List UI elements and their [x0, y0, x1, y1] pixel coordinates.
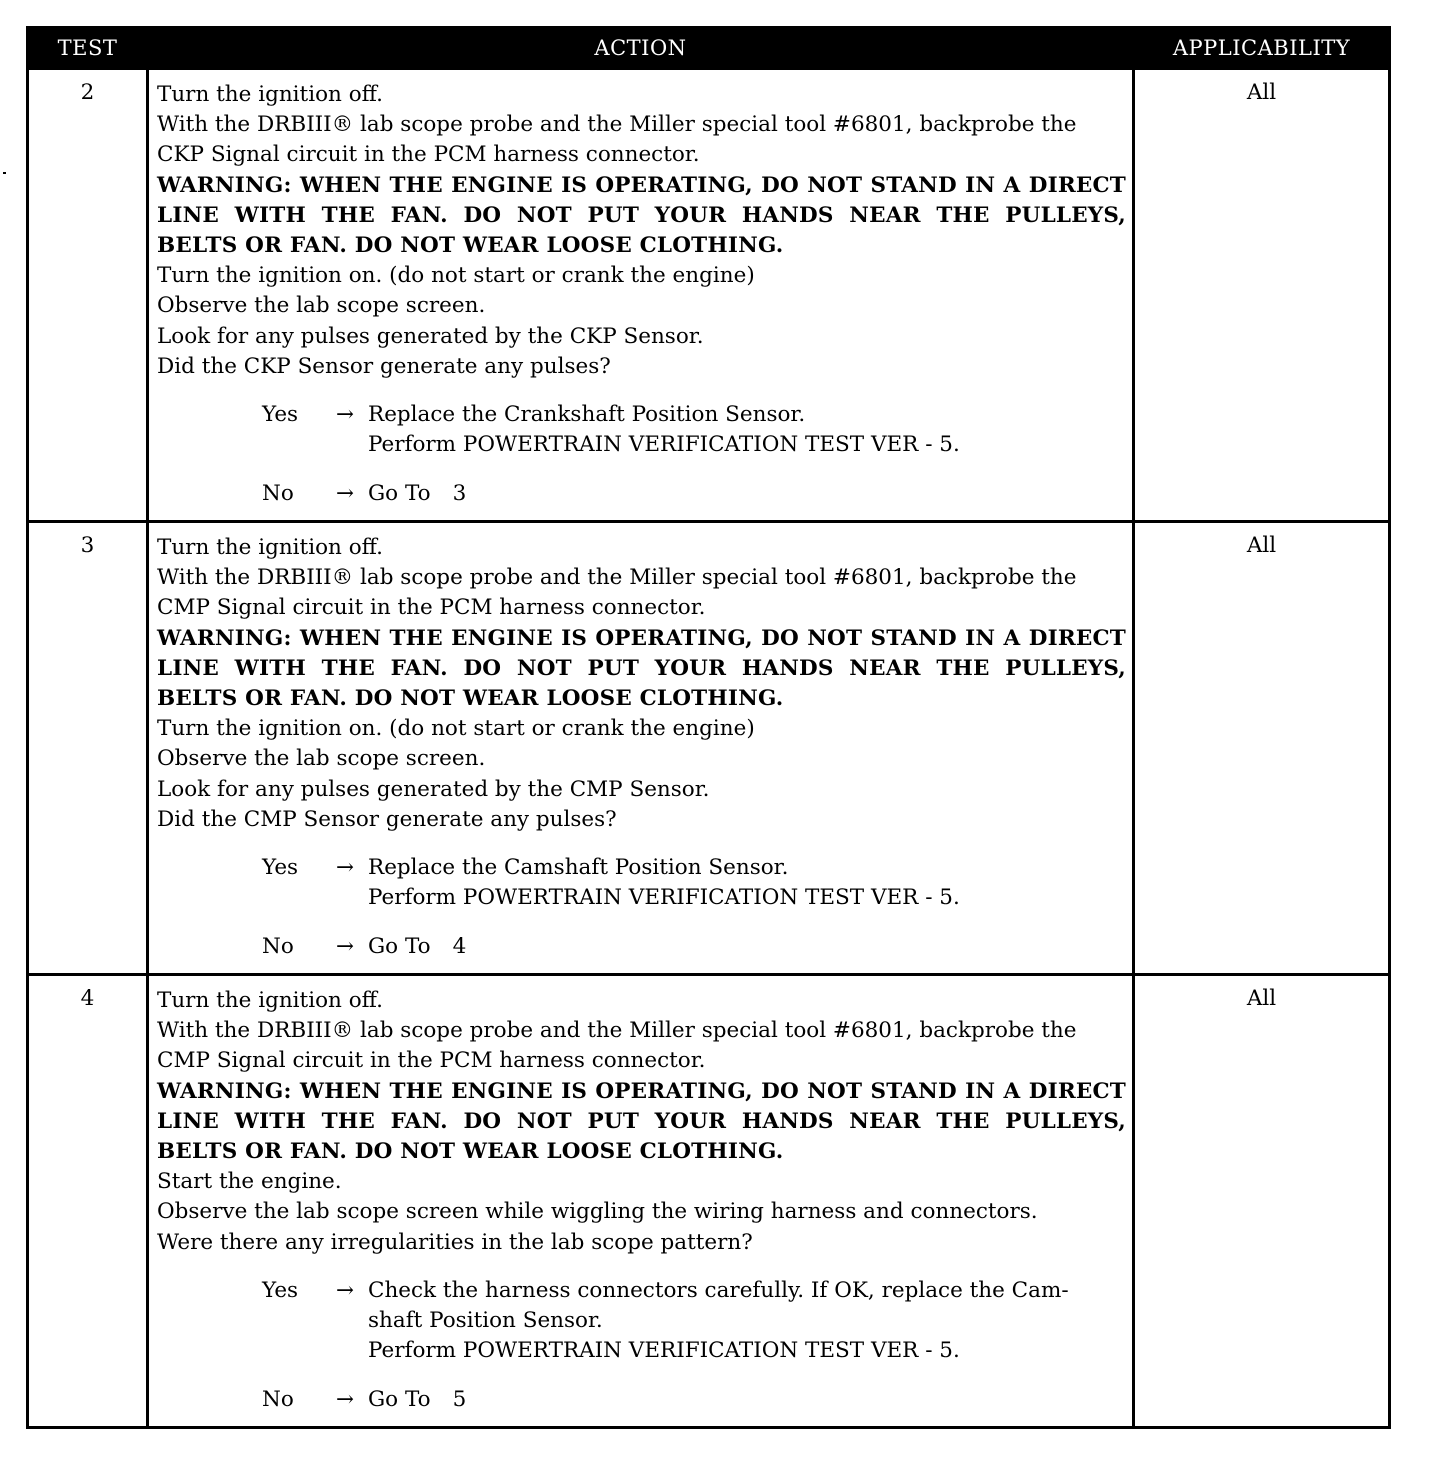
no-result — [368, 479, 1126, 509]
instruction-line: With the DRBIII® lab scope probe and the Miller special tool #6801, backprobe the — [157, 565, 1077, 591]
instruction-line: With the DRBIII® lab scope probe and the Miller special tool #6801, backprobe the — [157, 112, 1077, 138]
right-arrow-icon: → — [335, 1277, 354, 1303]
instruction-line: Turn the ignition on. (do not start or crank the engine) — [157, 263, 755, 289]
warning-text: WARNING: WHEN THE ENGINE IS OPERATING, DO NOT STAND IN A DIRECT LINE WITH THE FAN. DO NOT PUT YOUR HANDS NEAR THE PULLEYS, BELTS OR FAN. DO NOT WEAR LOOSE CLOTHING. — [157, 172, 1126, 259]
applicability-value: All — [1134, 975, 1390, 1428]
outcomes — [157, 1276, 1126, 1416]
action-cell — [148, 975, 1134, 1428]
goto-test-number: 5 — [452, 1387, 467, 1413]
no-outcome — [262, 1385, 1126, 1415]
yes-outcome — [262, 853, 1126, 913]
goto-text: Go To — [368, 1387, 431, 1413]
right-arrow-icon: → — [335, 481, 354, 507]
test-number: 3 — [28, 522, 148, 975]
outcomes — [157, 400, 1126, 510]
no-result — [368, 932, 1126, 962]
instruction-line: Did the CKP Sensor generate any pulses? — [157, 353, 611, 379]
instruction-line: Look for any pulses generated by the CMP Sensor. — [157, 776, 710, 802]
warning-text: WARNING: WHEN THE ENGINE IS OPERATING, DO NOT STAND IN A DIRECT LINE WITH THE FAN. DO NOT PUT YOUR HANDS NEAR THE PULLEYS, BELTS OR FAN. DO NOT WEAR LOOSE CLOTHING. — [157, 625, 1126, 712]
instruction-line: Turn the ignition off. — [157, 988, 383, 1013]
instruction-line: Turn the ignition off. — [157, 535, 383, 560]
result-line: Perform POWERTRAIN VERIFICATION TEST VER - 5. — [368, 885, 960, 911]
instruction-line: With the DRBIII® lab scope probe and the Miller special tool #6801, backprobe the — [157, 1018, 1077, 1044]
instruction-line: Look for any pulses generated by the CKP Sensor. — [157, 323, 704, 349]
right-arrow-icon: → — [335, 855, 354, 881]
table-body — [28, 69, 1390, 1428]
test-row — [28, 975, 1390, 1428]
yes-label: Yes — [262, 402, 299, 428]
result-line: Replace the Crankshaft Position Sensor. — [368, 402, 806, 428]
yes-label: Yes — [262, 1277, 299, 1303]
yes-outcome — [262, 1276, 1126, 1367]
right-arrow-icon: → — [335, 402, 354, 428]
yes-result — [368, 400, 1126, 460]
instruction-line: Start the engine. — [157, 1169, 342, 1195]
instruction-line: CMP Signal circuit in the PCM harness connector. — [157, 1048, 706, 1074]
instruction-line: Observe the lab scope screen while wiggling the wiring harness and connectors. — [157, 1199, 1038, 1225]
no-label: No — [262, 934, 294, 960]
header-test: TEST — [28, 28, 148, 69]
no-result — [368, 1385, 1126, 1415]
header-applicability: APPLICABILITY — [1134, 28, 1390, 69]
diagnostic-test-table — [26, 26, 1391, 1429]
instruction-line: Turn the ignition off. — [157, 82, 383, 107]
applicability-value: All — [1134, 522, 1390, 975]
result-line: Replace the Camshaft Position Sensor. — [368, 855, 789, 881]
instruction-line: Turn the ignition on. (do not start or crank the engine) — [157, 716, 755, 742]
result-line: shaft Position Sensor. — [368, 1308, 603, 1334]
no-label: No — [262, 481, 294, 507]
goto-test-number: 4 — [452, 934, 467, 960]
test-number: 4 — [28, 975, 148, 1428]
instruction-line: Observe the lab scope screen. — [157, 746, 486, 772]
action-cell — [148, 69, 1134, 522]
instruction-line: CMP Signal circuit in the PCM harness connector. — [157, 595, 706, 621]
yes-outcome — [262, 400, 1126, 460]
test-number: 2 — [28, 69, 148, 522]
yes-label: Yes — [262, 855, 299, 881]
test-row — [28, 69, 1390, 522]
outcomes — [157, 853, 1126, 963]
result-line: Perform POWERTRAIN VERIFICATION TEST VER - 5. — [368, 1338, 960, 1364]
yes-result — [368, 853, 1126, 913]
result-line: Check the harness connectors carefully. If OK, replace the Cam- — [368, 1277, 1069, 1303]
result-line: Perform POWERTRAIN VERIFICATION TEST VER - 5. — [368, 432, 960, 458]
yes-result — [368, 1276, 1126, 1367]
goto-test-number: 3 — [452, 481, 467, 507]
right-arrow-icon: → — [335, 934, 354, 960]
goto-text: Go To — [368, 481, 431, 507]
instruction-line: CKP Signal circuit in the PCM harness connector. — [157, 142, 700, 168]
test-row — [28, 522, 1390, 975]
instruction-line: Did the CMP Sensor generate any pulses? — [157, 806, 617, 832]
applicability-value: All — [1134, 69, 1390, 522]
instruction-line: Were there any irregularities in the lab scope pattern? — [157, 1229, 753, 1255]
action-cell — [148, 522, 1134, 975]
no-label: No — [262, 1387, 294, 1413]
no-outcome — [262, 932, 1126, 962]
table-header-row — [28, 28, 1390, 69]
scan-mark — [3, 172, 6, 174]
header-action: ACTION — [148, 28, 1134, 69]
goto-text: Go To — [368, 934, 431, 960]
instruction-line: Observe the lab scope screen. — [157, 293, 486, 319]
no-outcome — [262, 479, 1126, 509]
warning-text: WARNING: WHEN THE ENGINE IS OPERATING, DO NOT STAND IN A DIRECT LINE WITH THE FAN. DO NOT PUT YOUR HANDS NEAR THE PULLEYS, BELTS OR FAN. DO NOT WEAR LOOSE CLOTHING. — [157, 1078, 1126, 1165]
right-arrow-icon: → — [335, 1387, 354, 1413]
